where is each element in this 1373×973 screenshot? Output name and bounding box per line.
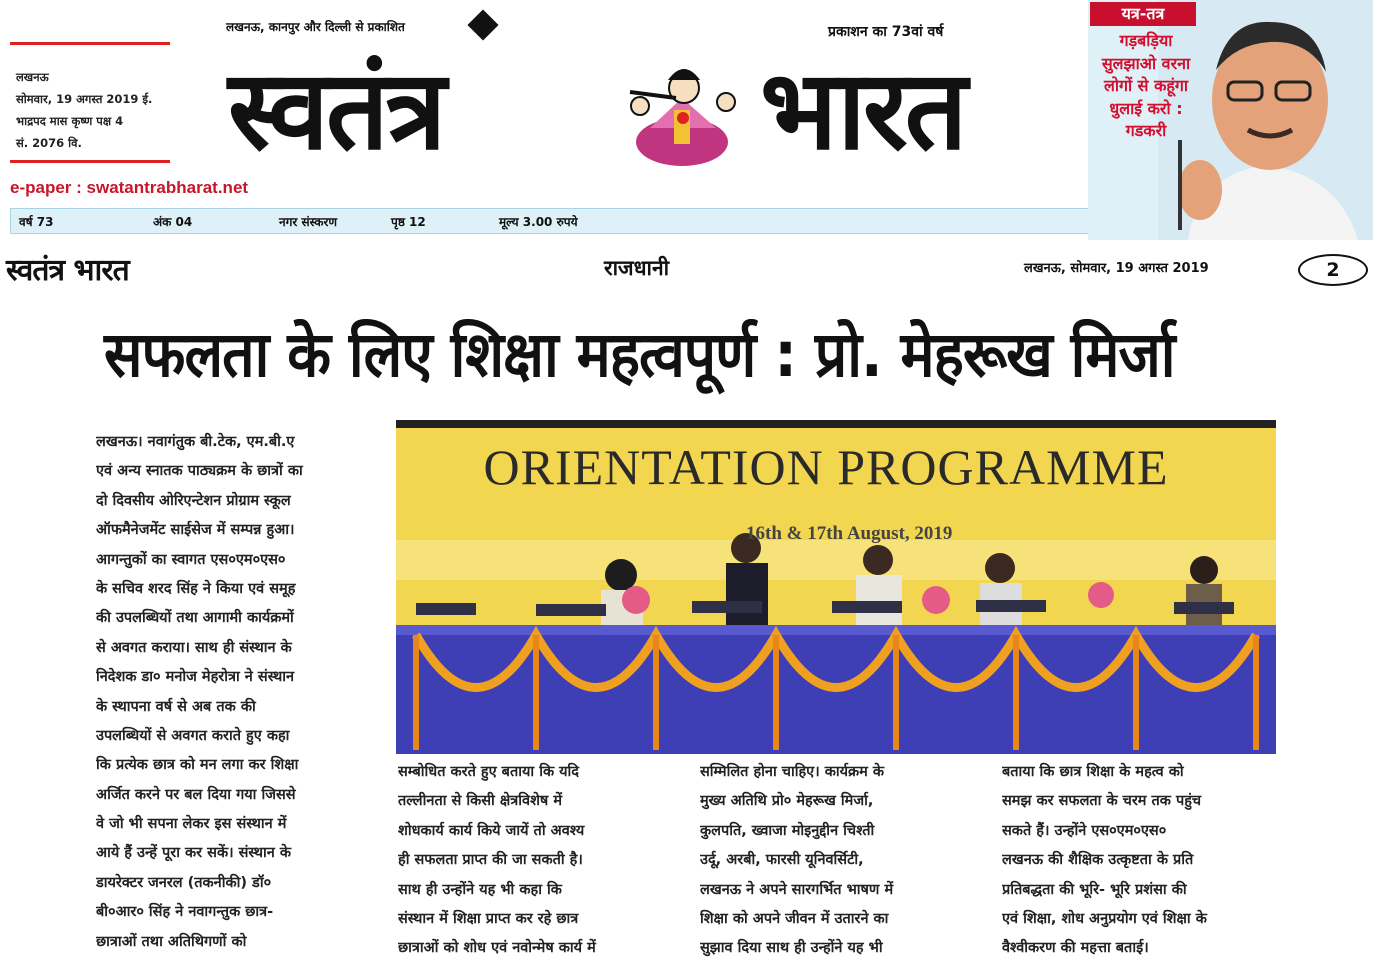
info-price: मूल्य 3.00 रुपये: [499, 215, 578, 229]
dateline-samvat: सं. 2076 वि.: [16, 136, 82, 150]
article-column-4: [1002, 758, 1274, 964]
article-line: उर्दू, अरबी, फारसी यूनिवर्सिटी,: [700, 852, 864, 869]
page-number: 2: [1298, 254, 1368, 286]
article-headline: सफलता के लिए शिक्षा महत्वपूर्ण : प्रो. मेहरूख मिर्जा: [104, 319, 1175, 392]
promo-tag: यत्र-तत्र: [1090, 2, 1196, 26]
promo-headline: [1090, 30, 1202, 143]
promo-headline-line: सुलझाओ वरना: [1101, 53, 1191, 73]
article-line: ही सफलता प्राप्त की जा सकती है।: [398, 852, 583, 869]
masthead-title-right: भारत: [760, 45, 965, 174]
article-line: तल्लीनता से किसी क्षेत्रविशेष में: [398, 793, 563, 810]
article-line: उपलब्धियों से अवगत कराते हुए कहा: [96, 727, 290, 744]
promo-headline-line: गडकरी: [1125, 121, 1167, 140]
promo-headline-line: गड़बड़िया: [1119, 31, 1173, 50]
article-line: एवं शिक्षा, शोध अनुप्रयोग एवं शिक्षा के: [1002, 910, 1207, 927]
article-line: साथ ही उन्होंने यह भी कहा कि: [398, 881, 562, 898]
article-line: वे जो भी सपना लेकर इस संस्थान में: [96, 816, 287, 833]
masthead-dateline: [16, 66, 191, 154]
section-title: राजधानी: [604, 256, 670, 280]
article-line: दो दिवसीय ओरिएन्टेशन प्रोग्राम स्कूल: [96, 492, 291, 509]
page-strip-date: लखनऊ, सोमवार, 19 अगस्त 2019: [1024, 261, 1209, 276]
info-pages: पृष्ठ 12: [391, 215, 426, 229]
article-line: कि प्रत्येक छात्र को मन लगा कर शिक्षा: [96, 757, 299, 774]
article-line: बी०आर० सिंह ने नवागन्तुक छात्र-: [96, 904, 274, 921]
article-line: बताया कि छात्र शिक्षा के महत्व को: [1002, 764, 1184, 780]
article-line: डायरेक्टर जनरल (तकनीकी) डॉ०: [96, 874, 272, 891]
photo-banner-date: 16th & 17th August, 2019: [746, 523, 953, 544]
orientation-programme-photo: [396, 420, 1276, 754]
article-line: प्रतिबद्धता की भूरि- भूरि प्रशंसा की: [1002, 881, 1187, 898]
article-line: आगन्तुकों का स्वागत एस०एम०एस०: [96, 551, 286, 568]
article-line: सम्मिलित होना चाहिए। कार्यक्रम के: [700, 764, 885, 780]
article-line: छात्राओं तथा अतिथिगणों को: [96, 933, 247, 950]
article-line: वैश्वीकरण की महत्ता बताई।: [1002, 940, 1149, 957]
masthead-rule-bottom: [10, 160, 170, 163]
article-line: सुझाव दिया साथ ही उन्होंने यह भी: [700, 940, 883, 957]
article-line: समझ कर सफलता के चरम तक पहुंच: [1002, 793, 1202, 810]
article-line: सकते हैं। उन्होंने एस०एम०एस०: [1002, 822, 1167, 839]
article-line: शिक्षा को अपने जीवन में उतारने का: [700, 910, 889, 927]
masthead-title-left: स्वतंत्र: [228, 45, 444, 174]
dateline-hindu-month: भाद्रपद मास कृष्ण पक्ष 4: [16, 114, 124, 128]
info-issue: अंक 04: [153, 215, 193, 229]
article-line: छात्राओं को शोध एवं नवोन्मेष कार्य में: [398, 940, 596, 957]
diamond-ornament-icon: [467, 9, 498, 40]
promo-headline-line: लोगों से कहूंगा: [1103, 76, 1189, 95]
article-line: से अवगत कराया। साथ ही संस्थान के: [96, 639, 292, 656]
article-line: लखनऊ की शैक्षिक उत्कृष्टता के प्रति: [1002, 852, 1194, 869]
epaper-link[interactable]: e-paper : swatantrabharat.net: [10, 178, 249, 197]
info-year: वर्ष 73: [19, 215, 54, 229]
article-column-1: [96, 428, 368, 957]
article-line: संस्थान में शिक्षा प्राप्त कर रहे छात्र: [398, 910, 579, 927]
publication-year: प्रकाशन का 73वां वर्ष: [828, 24, 944, 40]
article-line: के स्थापना वर्ष से अब तक की: [96, 698, 256, 715]
article-line: शोधकार्य कार्य किये जायें तो अवश्य: [398, 822, 585, 839]
photo-banner-title: ORIENTATION PROGRAMME: [483, 439, 1169, 495]
article-line: कुलपति, ख्वाजा मोइनुद्दीन चिश्ती: [700, 822, 875, 839]
article-line: निदेशक डा० मनोज मेहरोत्रा ने संस्थान: [96, 669, 295, 686]
article-line: अर्जित करने पर बल दिया गया जिससे: [96, 786, 296, 803]
article-line: लखनऊ ने अपने सारगर्भित भाषण में: [700, 881, 894, 898]
article-column-2: [398, 758, 670, 964]
masthead-rule-top: [10, 42, 170, 45]
publication-places: लखनऊ, कानपुर और दिल्ली से प्रकाशित: [226, 20, 405, 34]
article-line: आये हैं उन्हें पूरा कर सकें। संस्थान के: [96, 845, 292, 862]
dateline-day-date: सोमवार, 19 अगस्त 2019 ई.: [16, 92, 153, 106]
article-line: मुख्य अतिथि प्रो० मेहरूख मिर्जा,: [700, 793, 874, 810]
page-strip-logo: स्वतंत्र भारत: [6, 253, 129, 288]
promo-headline-line: धुलाई करो :: [1109, 98, 1183, 118]
article-line: की उपलब्धियों तथा आगामी कार्यक्रमों: [96, 610, 294, 627]
article-line: ऑफमैनेजमेंट साईसेज में सम्पन्न हुआ।: [96, 522, 295, 539]
dateline-city: लखनऊ: [16, 70, 49, 84]
article-line: के सचिव शरद सिंह ने किया एवं समूह: [96, 580, 296, 597]
krishna-flute-logo-icon: [620, 58, 750, 166]
article-column-3: [700, 758, 972, 964]
info-edition: नगर संस्करण: [279, 215, 338, 229]
article-line: लखनऊ। नवागंतुक बी.टेक, एम.बी.ए: [96, 434, 295, 450]
edition-info-bar: [10, 208, 1140, 234]
article-line: एवं अन्य स्नातक पाठ्यक्रम के छात्रों का: [96, 463, 303, 480]
article-line: सम्बोधित करते हुए बताया कि यदि: [398, 764, 579, 780]
